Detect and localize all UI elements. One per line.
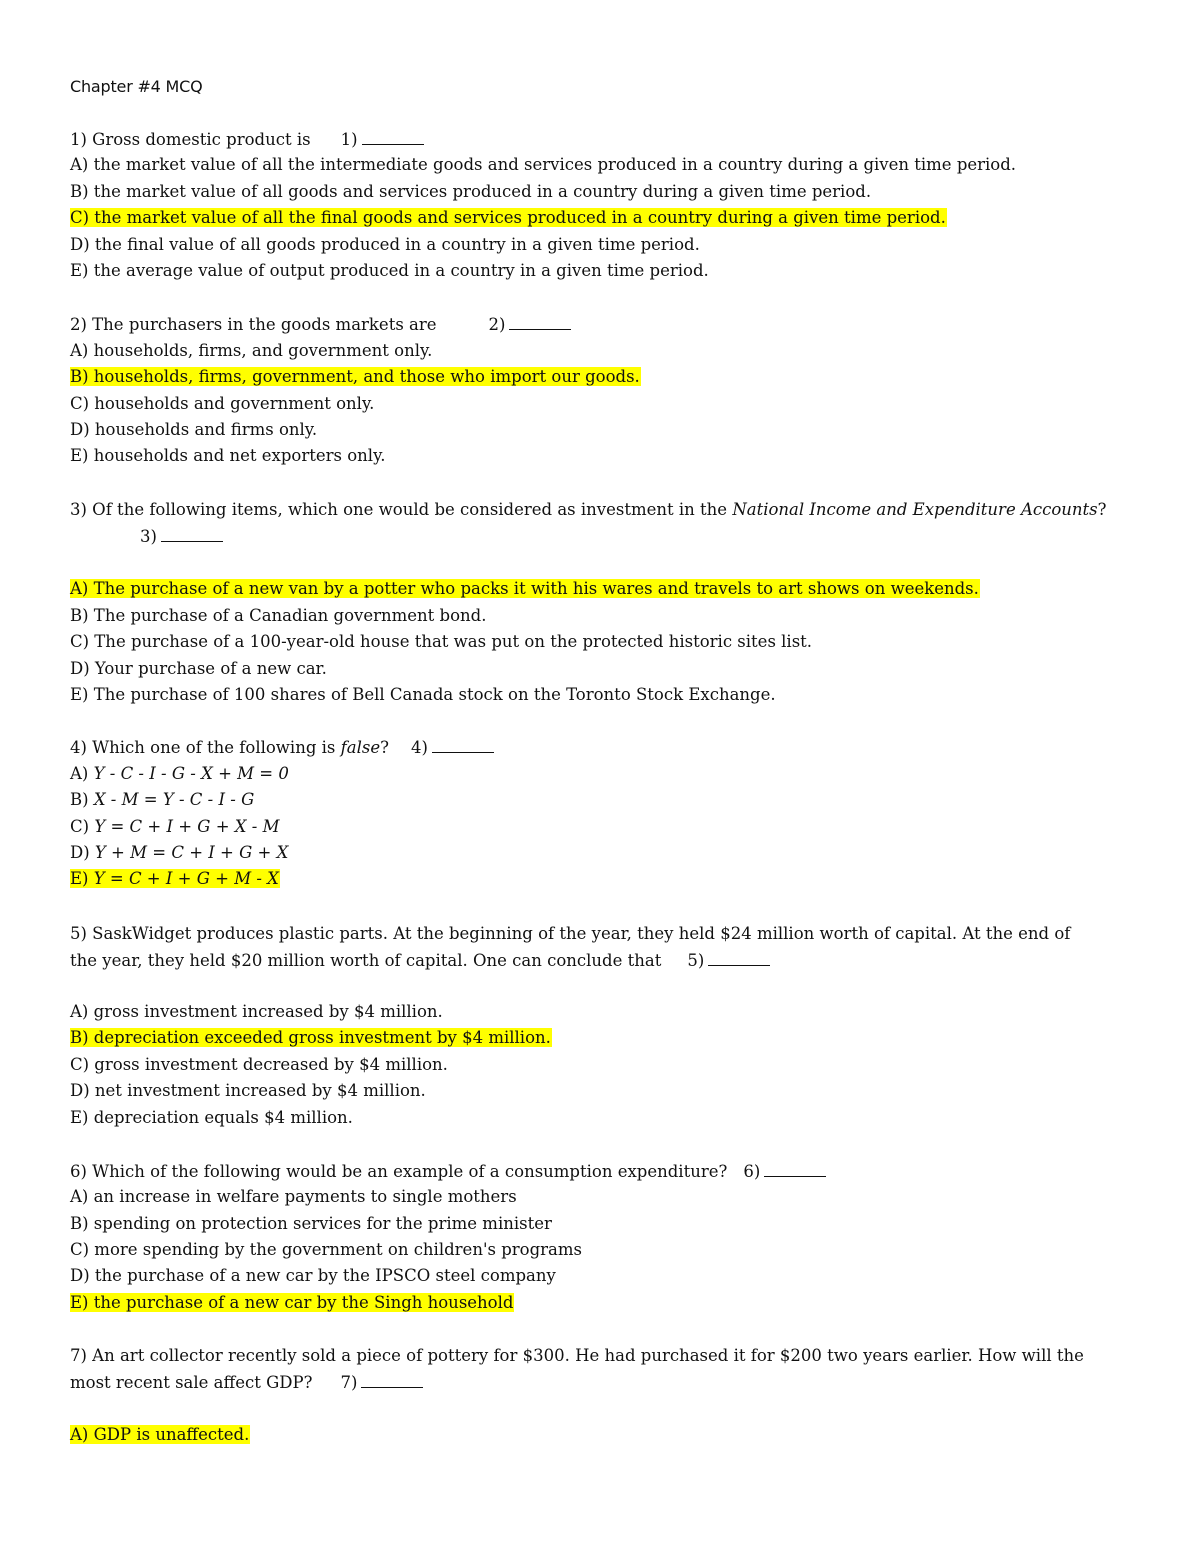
question-6-stem: 6) Which of the following would be an example of a consumption expenditure? 6): [70, 1158, 826, 1184]
question-2-option-c: C) households and government only.: [70, 394, 375, 413]
question-5-stem-line-1: 5) SaskWidget produces plastic parts. At the beginning of the year, they held $24 million worth of capital. At the end of: [70, 924, 1071, 943]
correct-answer-highlight: E) the purchase of a new car by the Singh household: [70, 1293, 514, 1312]
question-7-stem-line-1: 7) An art collector recently sold a piece of pottery for $300. He had purchased it for $200 two years earlier. How will the: [70, 1346, 1084, 1365]
question-6-option-b: B) spending on protection services for the prime minister: [70, 1214, 552, 1233]
correct-answer-highlight: C) the market value of all the final goods and services produced in a country during a given time period.: [70, 208, 946, 227]
answer-blank: [432, 734, 494, 753]
question-7-stem-line-2: most recent sale affect GDP? 7): [70, 1369, 423, 1395]
question-3-option-c: C) The purchase of a 100-year-old house that was put on the protected historic sites list.: [70, 632, 813, 651]
question-6-option-e: [70, 1290, 514, 1316]
question-1-option-a: A) the market value of all the intermediate goods and services produced in a country during a given time period.: [70, 155, 1017, 174]
answer-number: 7): [340, 1373, 358, 1392]
question-6-option-d: D) the purchase of a new car by the IPSCO steel company: [70, 1266, 556, 1285]
answer-blank: [764, 1158, 826, 1177]
question-3-option-d: D) Your purchase of a new car.: [70, 659, 327, 678]
answer-number: 6): [743, 1162, 761, 1181]
answer-number: 2): [488, 315, 506, 334]
question-2-option-e: E) households and net exporters only.: [70, 446, 386, 465]
question-1-option-e: E) the average value of output produced in a country in a given time period.: [70, 261, 709, 280]
question-6-option-a: A) an increase in welfare payments to single mothers: [70, 1187, 517, 1206]
page-title: Chapter #4 MCQ: [70, 77, 203, 96]
question-1-option-c: [70, 205, 947, 231]
question-2-option-a: A) households, firms, and government only.: [70, 341, 433, 360]
question-5-option-a: A) gross investment increased by $4 million.: [70, 1002, 443, 1021]
answer-blank: [361, 1369, 423, 1388]
question-5-option-c: C) gross investment decreased by $4 million.: [70, 1055, 448, 1074]
question-3-option-e: E) The purchase of 100 shares of Bell Canada stock on the Toronto Stock Exchange.: [70, 685, 776, 704]
answer-blank: [362, 126, 424, 145]
question-6-option-c: C) more spending by the government on children's programs: [70, 1240, 582, 1259]
question-4-option-a: A) Y - C - I - G - X + M = 0: [70, 764, 289, 783]
question-5-option-b: [70, 1025, 552, 1051]
correct-answer-highlight: B) households, firms, government, and those who import our goods.: [70, 367, 640, 386]
question-3-answer-line: [140, 523, 223, 549]
question-2-option-d: D) households and firms only.: [70, 420, 318, 439]
answer-blank: [161, 523, 223, 542]
answer-number: 3): [140, 527, 157, 546]
question-5-option-d: D) net investment increased by $4 million.: [70, 1081, 426, 1100]
correct-answer-highlight: A) The purchase of a new van by a potter who packs it with his wares and travels to art shows on weekends.: [70, 579, 979, 598]
question-3-option-a: [70, 576, 980, 602]
question-3-option-b: B) The purchase of a Canadian government bond.: [70, 606, 487, 625]
answer-number: 4): [410, 738, 428, 757]
answer-number: 5): [687, 951, 705, 970]
question-1-option-d: D) the final value of all goods produced in a country in a given time period.: [70, 235, 700, 254]
question-5-stem-line-2: the year, they held $20 million worth of capital. One can conclude that 5): [70, 947, 770, 973]
question-4-option-e: [70, 866, 280, 892]
correct-answer-highlight: B) depreciation exceeded gross investment by $4 million.: [70, 1028, 551, 1047]
question-5-option-e: E) depreciation equals $4 million.: [70, 1108, 353, 1127]
correct-answer-highlight: E) Y = C + I + G + M - X: [70, 869, 279, 888]
correct-answer-highlight: A) GDP is unaffected.: [70, 1425, 250, 1444]
question-3-stem: 3) Of the following items, which one would be considered as investment in the National Income and Expenditure Accounts?: [70, 500, 1107, 519]
answer-blank: [509, 311, 571, 330]
question-7-option-a: [70, 1422, 250, 1448]
question-2-option-b: [70, 364, 641, 390]
question-4-option-b: B) X - M = Y - C - I - G: [70, 790, 255, 809]
question-4-option-c: C) Y = C + I + G + X - M: [70, 817, 280, 836]
answer-number: 1): [340, 130, 358, 149]
question-4-option-d: D) Y + M = C + I + G + X: [70, 843, 289, 862]
question-1-stem: 1) Gross domestic product is 1): [70, 126, 424, 152]
question-2-stem: 2) The purchasers in the goods markets are 2): [70, 311, 571, 337]
answer-blank: [708, 947, 770, 966]
question-1-option-b: B) the market value of all goods and services produced in a country during a given time period.: [70, 182, 872, 201]
question-4-stem: 4) Which one of the following is false? 4): [70, 734, 494, 760]
